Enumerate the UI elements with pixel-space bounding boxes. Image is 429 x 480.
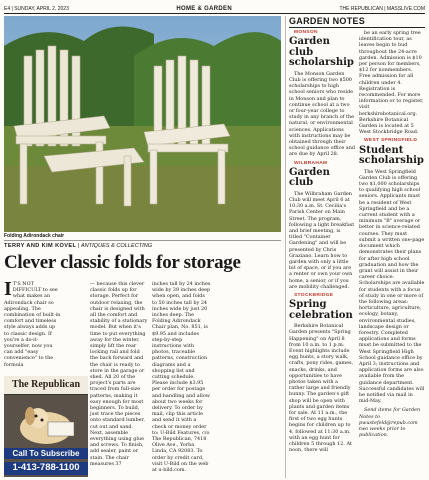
- article-col1-text: T'S NOT DIFFICULT to see what makes an Adirondack chair so appealing. The combination of built-in comfort and timeless style always adds up to classic design. If you're a do-it-yourselfer, now you can add "easy convenience" to the formula: [4, 281, 61, 368]
- garden-item-body: Berkshire Botanical Garden presents "Spring Happening" on April 8 from 10 a.m. to 1 p.m. Event highlights include egg hunts, a story walk, crafts, pony rides, games, snacks, drinks, and opportunities to have photos taken with a rather large and friendly bunny. The garden's gift shop will be open with plants and garden items for sale. At 11 a.m., the first of two egg hunts begins for children up to 4, followed at 11:30 a.m. with an egg hunt for children 5 through 12. At noon, there will: [289, 323, 354, 454]
- publication-name: THE REPUBLICAN | MASSLIVE.COM: [339, 5, 425, 12]
- garden-item-body: The Wilbraham Garden Club will meet April 6 at 10:30 a.m. St. Cecilia's Parish Center on Main Street. The program, following a light breakfast and brief meeting, is titled "Container Gardening" and will be presented by Chris Graziano. Learn how to garden with only a little bit of space, or if you are a renter or own your own home, a senior, or if you are mobility challenged.: [289, 190, 355, 290]
- garden-item-stockbridge-continued: [359, 30, 425, 135]
- garden-item-kicker: WEST SPRINGFIELD: [364, 138, 418, 144]
- column-divider: [285, 16, 286, 478]
- article-headline: Clever classic folds for storage: [4, 252, 241, 273]
- page-header: [4, 4, 425, 13]
- byline-column: ANTIQUES & COLLECTING: [80, 243, 153, 249]
- article-col2-text: — because this clever classic folds up for storage. Perfect for outdoor relaxing, the chair is designed with all the comfort and stability of a stationary model. But when it's time to put everything away for the winter, simply lift the rear locking rail and fold the back forward and the chair is ready to store in the garage or shed. All 20 of the project's parts are traced from full-size patterns, making it easy enough for most beginners. To build, just trace the pieces onto standard lumber, cut out and sand. Next, assemble everything using glue and screws. To finish, add sealer, paint or stain. The chair measures 37: [90, 281, 148, 467]
- article-column-2: [90, 281, 148, 467]
- garden-item-body: be an early spring tree identification tour, as leaves begin to bud throughout the 24-acre garden. Admission is $10 per person for members, $12 for nonmembers. Free admission for all children under 4. Registration is recommended. For more information or to register, visit berkshirebotanical.org. Berkshire Botanical Garden is located at 5 West Stockbridge Road.: [359, 30, 424, 136]
- garden-item-headline: Spring celebration: [289, 299, 353, 321]
- garden-item-west-springfield: [359, 138, 425, 404]
- article-column-1: [4, 278, 61, 368]
- garden-notes-column-1: [289, 30, 355, 453]
- submission-note: Send items for Garden Notes to pwustefeld@repub.com two weeks prior to publication.: [359, 407, 421, 439]
- garden-item-body: The West Springfield Garden Club is offering two $1,000 scholarships to qualifying high school seniors. Applicants must be a resident of West Springfield and be a current student with a minimum "B" average or better in science-related courses. They must submit a written one-page document which demonstrates their plans for after high school graduation and how the grant will assist in their career choice. Scholarships are available for students with a focus of study in one or more of the following areas: horticulture, agriculture, ecology, botany, environmental studies, landscape design or forestry. Completed applications and forms must be submitted to the West Springfield High School guidance office by April 3; instructions and application forms are also available from the guidance department. Successful candidates will be notified via mail in mid-May.: [359, 168, 425, 405]
- garden-item-headline: Garden club: [289, 166, 330, 189]
- ad-paper-name: The Republican: [4, 376, 88, 395]
- garden-item-headline: Garden club scholarship: [289, 36, 354, 69]
- garden-item-kicker: STOCKBRIDGE: [294, 293, 334, 298]
- garden-item-monson: [289, 30, 355, 158]
- byline-divider: |: [77, 243, 81, 249]
- dog-newspaper-icon: [14, 398, 78, 446]
- header-rule: [4, 13, 425, 14]
- article-column-3: [152, 281, 211, 473]
- garden-notes-title: GARDEN NOTES: [289, 16, 425, 28]
- article-col3-text: inches tall by 24 inches wide by 39 inches deep when open, and folds to 50 inches tall by 24 inches wide by just 20 inches deep. The Folding Adirondack Chair plan, No. 851, is $9.95 and includes step-by-step instructions with photos, traceable patterns, construction diagrams and a shopping list and cutting schedule. Please include $3.95 per order for postage and handling and allow about two weeks for delivery. To order by mail, clip this article and send it with a check or money order to: U-Bild Features, c/o The Republican, 7418 Olive Ave., Yorba Linda, CA 92083. To order by credit card, visit U-Bild on the web at u-bild.com.: [152, 281, 211, 474]
- garden-item-kicker: WILBRAHAM: [294, 160, 328, 166]
- section-title: HOME & GARDEN: [176, 5, 232, 12]
- ad-call-text: Call To Subscribe: [4, 448, 88, 459]
- garden-item-body: The Monson Garden Club is offering two $500 scholarships to high school seniors who reside in Monson and plan to continue school at a two or four-year college to study in any branch of the natural, or environmental sciences. Applications with instructions may be obtained through their school guidance office and are due by April 28.: [289, 70, 356, 158]
- adirondack-chair-photo: [4, 16, 281, 232]
- garden-notes-column-2: [359, 30, 425, 438]
- photo-caption: Folding Adirondack chair: [4, 233, 65, 239]
- garden-item-headline: Student scholarship: [359, 144, 424, 167]
- garden-item-kicker: MONSON: [294, 30, 318, 35]
- drop-cap: I: [4, 278, 12, 300]
- ad-phone-number[interactable]: 1-413-788-1100: [4, 462, 88, 475]
- subscribe-ad[interactable]: [4, 376, 88, 477]
- garden-item-stockbridge: [289, 293, 355, 453]
- garden-item-wilbraham: [289, 161, 355, 290]
- garden-notes-footer: [359, 407, 425, 438]
- page-date: E4 | SUNDAY, APRIL 2, 2023: [4, 5, 69, 12]
- byline-author: TERRY AND KIM KOVEL: [4, 243, 77, 249]
